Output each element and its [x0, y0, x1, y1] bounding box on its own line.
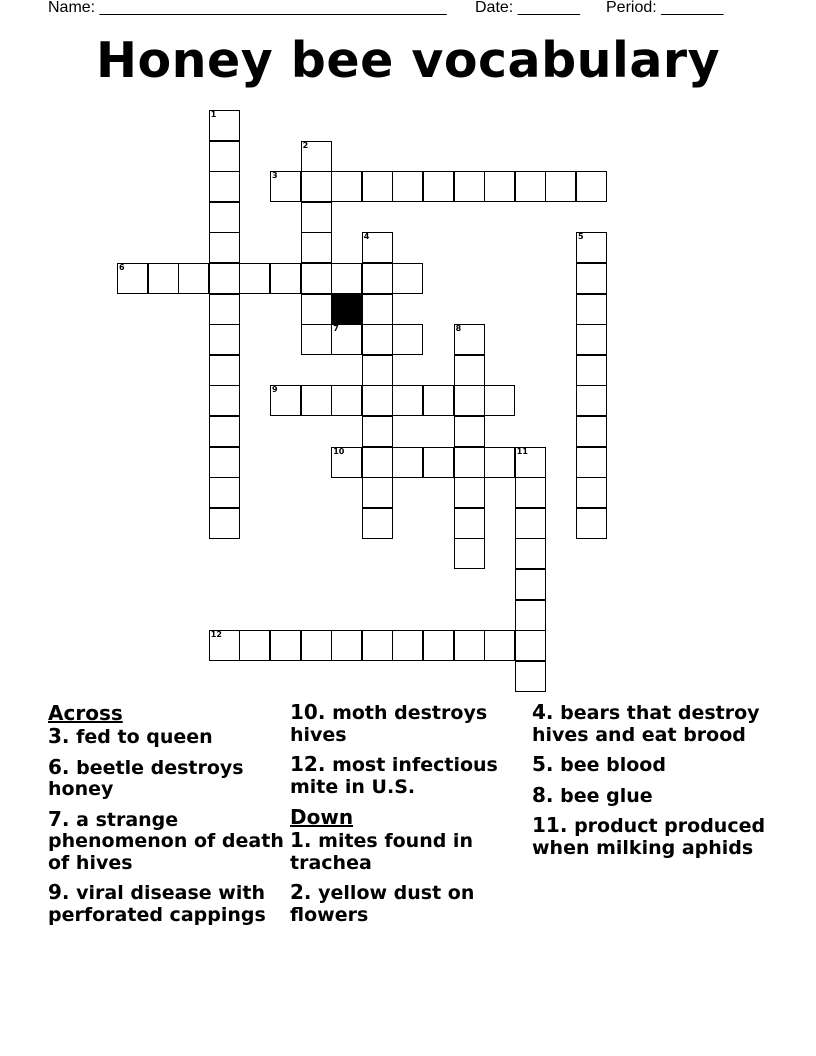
grid-cell[interactable] — [209, 385, 240, 416]
grid-cell[interactable] — [301, 141, 332, 172]
grid-cell[interactable] — [270, 385, 301, 416]
grid-cell[interactable] — [454, 324, 485, 355]
grid-cell[interactable] — [331, 447, 362, 478]
grid-cell[interactable] — [576, 263, 607, 294]
grid-cell[interactable] — [209, 141, 240, 172]
clue-across-3: 3. fed to queen — [48, 724, 213, 748]
grid-cell[interactable] — [209, 416, 240, 447]
grid-cell[interactable] — [301, 232, 332, 263]
grid-cell[interactable] — [515, 508, 546, 539]
grid-cell[interactable] — [239, 263, 270, 294]
grid-cell[interactable] — [454, 447, 485, 478]
grid-cell[interactable] — [392, 630, 423, 661]
grid-cell[interactable] — [362, 630, 393, 661]
grid-cell[interactable] — [515, 477, 546, 508]
grid-cell[interactable] — [209, 263, 240, 294]
grid-cell[interactable] — [362, 324, 393, 355]
clue-across-6: 6. beetle destroys honey — [48, 754, 244, 800]
cell-number: 5 — [578, 232, 584, 242]
clue-down-8: 8. bee glue — [532, 782, 653, 807]
grid-cell[interactable] — [362, 232, 393, 263]
down-heading: Down — [290, 805, 354, 829]
grid-cell[interactable] — [454, 477, 485, 508]
clues-column-1 — [48, 702, 284, 934]
grid-cell[interactable] — [362, 508, 393, 539]
grid-cell[interactable] — [392, 263, 423, 294]
grid-cell[interactable] — [576, 355, 607, 386]
cell-number: 2 — [302, 140, 309, 150]
grid-cell[interactable] — [270, 630, 301, 661]
grid-cell[interactable] — [331, 263, 362, 294]
grid-cell[interactable] — [209, 447, 240, 478]
cell-number: 1 — [210, 110, 217, 119]
cell-number: 6 — [119, 263, 125, 272]
period-field: Period: _______ — [606, 0, 724, 16]
grid-cell[interactable] — [454, 416, 485, 447]
grid-cell[interactable] — [454, 630, 485, 661]
grid-cell[interactable] — [515, 171, 546, 202]
grid-cell[interactable] — [484, 385, 515, 416]
grid-cell[interactable] — [515, 630, 546, 661]
grid-cell[interactable] — [576, 385, 607, 416]
grid-cell[interactable] — [331, 385, 362, 416]
grid-cell[interactable] — [209, 110, 240, 141]
clue-across-12: 12. most infectious mite in U.S. — [290, 752, 498, 798]
blocked-cell — [331, 294, 362, 325]
clue-down-1: 1. mites found in trachea — [290, 828, 473, 874]
grid-cell[interactable] — [362, 477, 393, 508]
grid-cell[interactable] — [576, 447, 607, 478]
grid-cell[interactable] — [117, 263, 148, 294]
grid-cell[interactable] — [209, 355, 240, 386]
grid-cell[interactable] — [423, 447, 454, 478]
grid-cell[interactable] — [270, 171, 301, 202]
cell-number: 3 — [272, 171, 278, 181]
grid-cell[interactable] — [301, 324, 332, 355]
grid-cell[interactable] — [576, 324, 607, 355]
clues-column-3 — [532, 702, 768, 867]
grid-cell[interactable] — [454, 171, 485, 202]
cell-number: 10 — [333, 446, 345, 456]
grid-cell[interactable] — [362, 447, 393, 478]
grid-cell[interactable] — [515, 600, 546, 631]
grid-cell[interactable] — [148, 263, 179, 294]
grid-cell[interactable] — [484, 630, 515, 661]
clue-across-7: 7. a strange phenomenon of death of hives — [48, 806, 284, 874]
grid-cell[interactable] — [515, 538, 546, 569]
grid-cell[interactable] — [301, 294, 332, 325]
grid-cell[interactable] — [209, 232, 240, 263]
grid-cell[interactable] — [515, 447, 546, 478]
grid-cell[interactable] — [209, 171, 240, 202]
clue-down-11: 11. product produced when milking aphids — [532, 813, 766, 859]
date-field: Date: _______ — [475, 0, 580, 16]
grid-cell[interactable] — [454, 508, 485, 539]
grid-cell[interactable] — [209, 294, 240, 325]
grid-cell[interactable] — [209, 630, 240, 661]
grid-cell[interactable] — [362, 355, 393, 386]
grid-cell[interactable] — [423, 385, 454, 416]
grid-cell[interactable] — [301, 385, 332, 416]
grid-cell[interactable] — [484, 447, 515, 478]
grid-cell[interactable] — [392, 171, 423, 202]
grid-cell[interactable] — [576, 294, 607, 325]
grid-cell[interactable] — [576, 416, 607, 447]
clue-down-4: 4. bears that destroy hives and eat brood — [532, 700, 760, 746]
grid-cell[interactable] — [392, 447, 423, 478]
clue-across-10: 10. moth destroys hives — [290, 700, 488, 746]
cell-number: 12 — [210, 630, 222, 640]
grid-cell[interactable] — [362, 171, 393, 202]
grid-cell[interactable] — [301, 630, 332, 661]
cell-number: 9 — [272, 385, 278, 395]
clue-across-9: 9. viral disease with perforated cappings — [48, 880, 266, 926]
clue-down-2: 2. yellow dust on flowers — [290, 880, 475, 926]
grid-cell[interactable] — [362, 294, 393, 325]
grid-cell[interactable] — [515, 661, 546, 692]
grid-cell[interactable] — [362, 263, 393, 294]
clues-column-2 — [290, 702, 526, 934]
cell-number: 8 — [455, 324, 462, 334]
grid-cell[interactable] — [362, 385, 393, 416]
grid-cell[interactable] — [239, 630, 270, 661]
grid-cell[interactable] — [576, 477, 607, 508]
grid-cell[interactable] — [178, 263, 209, 294]
grid-cell[interactable] — [576, 232, 607, 263]
grid-cell[interactable] — [270, 263, 301, 294]
grid-cell[interactable] — [576, 171, 607, 202]
name-field: Name: _______________________________________ — [48, 0, 447, 16]
cell-number: 4 — [363, 232, 370, 242]
clue-down-5: 5. bee blood — [532, 752, 666, 776]
grid-cell[interactable] — [301, 263, 332, 294]
grid-cell[interactable] — [301, 202, 332, 233]
grid-cell[interactable] — [423, 171, 454, 202]
grid-cell[interactable] — [576, 508, 607, 539]
grid-cell[interactable] — [392, 324, 423, 355]
grid-cell[interactable] — [301, 171, 332, 202]
grid-cell[interactable] — [331, 171, 362, 202]
grid-cell[interactable] — [392, 385, 423, 416]
grid-cell[interactable] — [454, 385, 485, 416]
grid-cell[interactable] — [545, 171, 576, 202]
grid-cell[interactable] — [209, 324, 240, 355]
grid-cell[interactable] — [209, 508, 240, 539]
grid-cell[interactable] — [331, 324, 362, 355]
grid-cell[interactable] — [454, 355, 485, 386]
grid-cell[interactable] — [331, 630, 362, 661]
cell-number: 7 — [333, 324, 339, 334]
grid-cell[interactable] — [454, 538, 485, 569]
grid-cell[interactable] — [209, 202, 240, 233]
grid-cell[interactable] — [209, 477, 240, 508]
grid-cell[interactable] — [515, 569, 546, 600]
grid-cell[interactable] — [423, 630, 454, 661]
grid-cell[interactable] — [484, 171, 515, 202]
grid-cell[interactable] — [362, 416, 393, 447]
across-heading: Across — [48, 701, 123, 725]
cell-number: 11 — [516, 446, 528, 456]
page-title: Honey bee vocabulary — [95, 32, 721, 89]
